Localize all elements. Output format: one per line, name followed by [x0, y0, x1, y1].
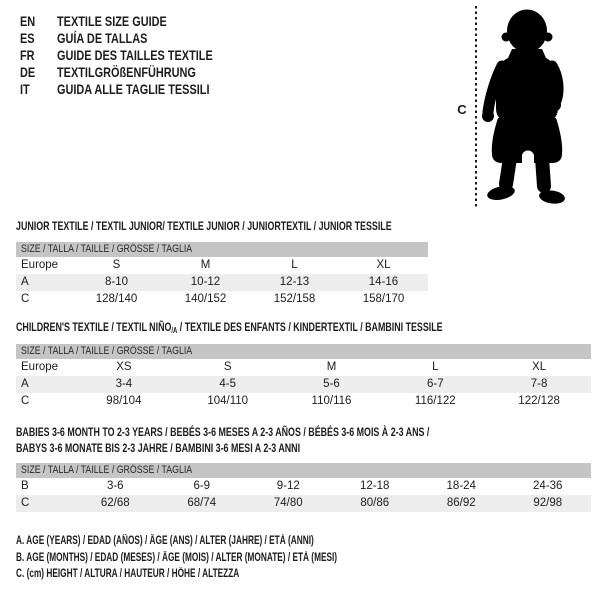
value-cell: 116/122	[414, 395, 456, 407]
value-cell: XL	[376, 259, 391, 271]
footnote-a: A. AGE (YEARS) / EDAD (AÑOS) / ÂGE (ANS) / ALTER (JAHRE) / ETÀ (ANNI)	[16, 535, 314, 547]
value-cell: 80/86	[360, 497, 390, 509]
value-cell: 68/74	[187, 497, 217, 509]
babies-size-table	[16, 463, 591, 512]
table-row	[16, 478, 591, 495]
language-code: DE	[20, 64, 36, 80]
table-row	[16, 376, 591, 393]
value-cell: M	[200, 259, 211, 271]
table-body	[16, 478, 591, 512]
value-cell: 18-24	[446, 480, 476, 492]
language-row	[20, 81, 257, 98]
value-cell: 158/170	[362, 293, 405, 305]
language-code: FR	[20, 47, 35, 63]
value-cell: 74/80	[273, 497, 303, 509]
value-cell: XL	[532, 361, 547, 373]
language-row	[20, 64, 257, 81]
size-header-bar: SIZE / TALLA / TAILLE / GRÖSSE / TAGLIA	[16, 344, 591, 359]
value-cell: S	[112, 259, 121, 271]
language-row	[20, 47, 257, 64]
value-cell: 10-12	[190, 276, 221, 288]
table-row	[16, 393, 591, 410]
value-cell: 86/92	[446, 497, 476, 509]
junior-table-title: JUNIOR TEXTILE / TEXTIL JUNIOR/ TEXTILE JUNIOR / JUNIORTEXTIL / JUNIOR TESSILE	[16, 219, 392, 233]
table-row	[16, 359, 591, 376]
footnote-c: C. (cm) HEIGHT / ALTURA / HAUTEUR / HÖHE / ALTEZZA	[16, 568, 240, 580]
value-cell: 9-12	[276, 480, 300, 492]
children-table-title: CHILDREN'S TEXTILE / TEXTIL $NIÑO_{/A}$ / TEXTILE DES ENFANTS / KINDERTEXTIL / BAMBINI TESSILE	[16, 320, 443, 335]
table-row	[16, 257, 428, 274]
language-code: ES	[20, 30, 35, 46]
guide-title: GUIDA ALLE TAGLIE TESSILI	[57, 81, 210, 97]
row-label-cell: A	[21, 378, 29, 390]
value-cell: 3-4	[115, 378, 133, 390]
value-cell: L	[291, 259, 298, 271]
value-cell: 122/128	[518, 395, 560, 407]
value-cell: 110/116	[311, 395, 352, 407]
subscript-text: /A	[171, 326, 178, 335]
value-cell: 128/140	[95, 293, 138, 305]
value-cell: 3-6	[106, 480, 124, 492]
value-cell: 92/98	[533, 497, 563, 509]
value-cell: S	[223, 361, 232, 373]
children-size-table	[16, 344, 591, 410]
guide-title: GUÍA DE TALLAS	[57, 30, 148, 46]
size-header-bar: SIZE / TALLA / TAILLE / GRÖSSE / TAGLIA	[16, 242, 428, 257]
table-body	[16, 359, 591, 410]
value-cell: 98/104	[106, 395, 142, 407]
table-row	[16, 274, 428, 291]
row-label-cell: Europe	[21, 259, 59, 271]
value-cell: 12-18	[360, 480, 390, 492]
row-label-cell: C	[21, 395, 30, 407]
language-title-list	[20, 13, 257, 98]
table-row	[16, 291, 428, 308]
value-cell: 6-7	[426, 378, 444, 390]
table-body	[16, 257, 428, 308]
table-row	[16, 495, 591, 512]
language-code: IT	[20, 81, 30, 97]
row-label-cell: A	[21, 276, 29, 288]
guide-title: TEXTILGRÖßENFÜHRUNG	[57, 64, 196, 80]
babies-table-title: BABIES 3-6 MONTH TO 2-3 YEARS / BEBÉS 3-6 MESES A 2-3 AÑOS / BÉBÉS 3-6 MOIS À 2-3 ANS / BABYS 3-6 MONATE BIS 2-3 JAHRE / BAMBINI 3-6 MESI A 2-3 ANNI	[16, 425, 430, 455]
value-cell: 5-6	[323, 378, 340, 390]
guide-title: GUIDE DES TAILLES TEXTILE	[57, 47, 213, 63]
value-cell: 14-16	[368, 276, 399, 288]
value-cell: 6-9	[193, 480, 211, 492]
value-cell: 140/152	[184, 293, 227, 305]
value-cell: 152/158	[273, 293, 316, 305]
value-cell: M	[326, 361, 337, 373]
footnote-b: B. AGE (MONTHS) / EDAD (MESES) / ÂGE (MOIS) / ALTER (MONATE) / ETÀ (MESI)	[16, 551, 338, 564]
value-cell: XS	[116, 361, 132, 373]
value-cell: L	[432, 361, 439, 373]
guide-title: TEXTILE SIZE GUIDE	[57, 13, 167, 29]
value-cell: 62/68	[100, 497, 130, 509]
row-label-cell: B	[21, 480, 29, 492]
size-header-bar: SIZE / TALLA / TAILLE / GRÖSSE / TAGLIA	[16, 463, 591, 478]
value-cell: 8-10	[104, 276, 129, 288]
height-measure-dotted-line	[475, 6, 477, 208]
language-row	[20, 30, 257, 47]
row-label-cell: Europe	[21, 361, 59, 373]
language-code: EN	[20, 13, 36, 29]
value-cell: 104/110	[207, 395, 249, 407]
value-cell: 7-8	[530, 378, 548, 390]
row-label-cell: C	[21, 293, 30, 305]
value-cell: 4-5	[219, 378, 236, 390]
junior-size-table	[16, 242, 428, 308]
value-cell: 24-36	[533, 480, 563, 492]
legend-footnotes	[16, 533, 462, 583]
baby-silhouette-icon	[482, 8, 568, 206]
value-cell: 12-13	[279, 276, 310, 288]
language-row	[20, 13, 257, 30]
height-measure-label: C	[457, 102, 467, 117]
row-label-cell: C	[21, 497, 30, 509]
